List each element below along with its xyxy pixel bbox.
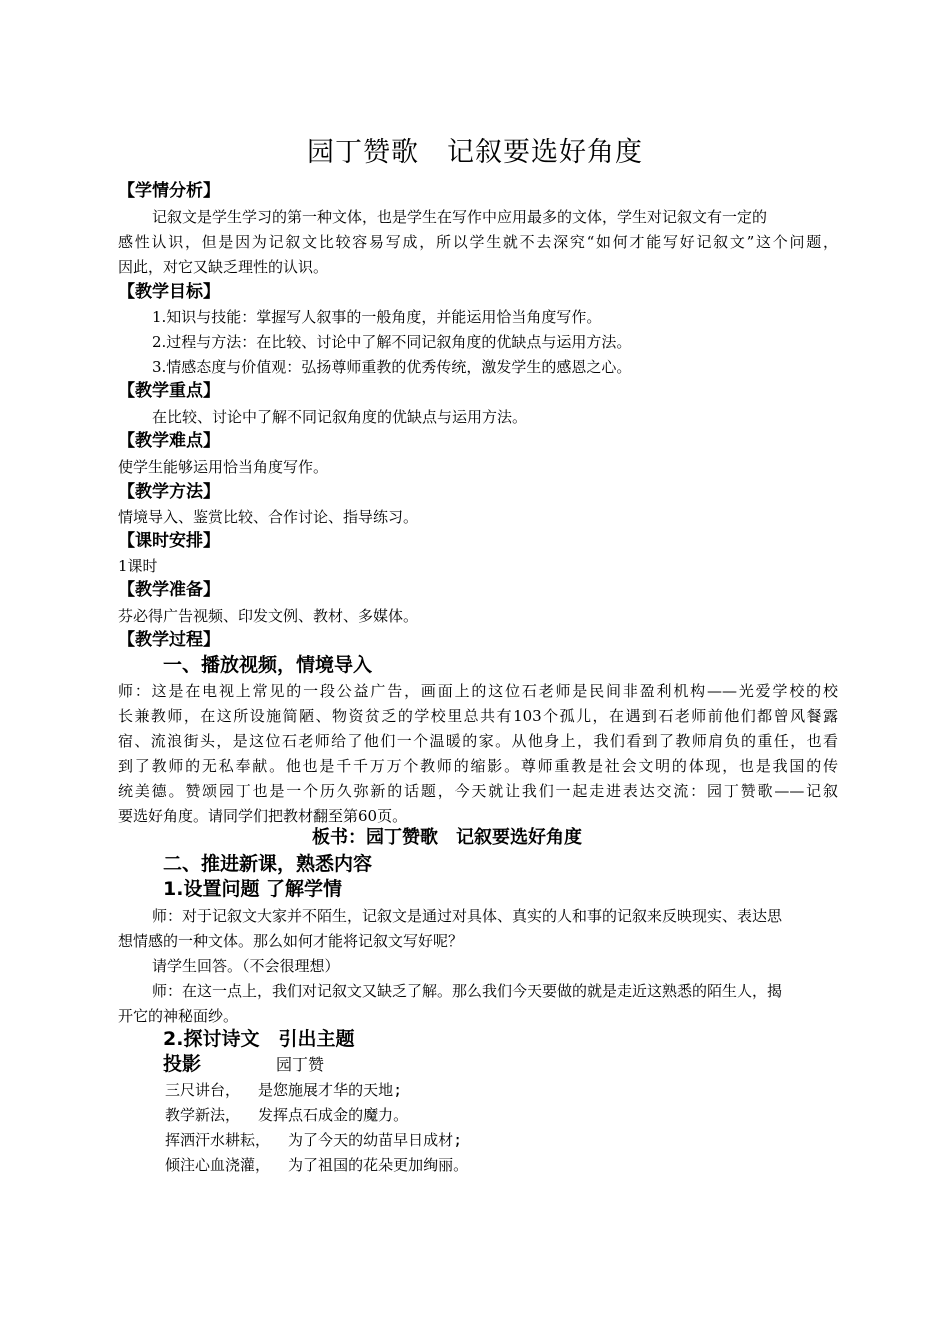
class-hours-text: 1课时 <box>118 557 158 575</box>
board-writing: 板书：园丁赞歌 记叙要选好角度 <box>312 827 582 848</box>
section-heading-xueqing: 【学情分析】 <box>118 181 220 201</box>
sub2-heading: 2.探讨诗文 引出主题 <box>163 1028 355 1050</box>
section-heading-fangfa: 【教学方法】 <box>118 482 220 502</box>
section-heading-zhongdian: 【教学重点】 <box>118 381 220 401</box>
projection-label: 投影 <box>163 1053 202 1075</box>
section-heading-guocheng: 【教学过程】 <box>118 630 220 650</box>
poem-line: 教学新法， 发挥点石成金的魔力。 <box>165 1106 409 1124</box>
paragraph-line: 请学生回答。（不会很理想） <box>152 957 340 975</box>
paragraph-line: 师：在这一点上，我们对记叙文又缺乏了解。那么我们今天要做的就是走近这熟悉的陌生人，揭 <box>152 982 783 1000</box>
objective-item: 2.过程与方法：在比较、讨论中了解不同记叙角度的优缺点与运用方法。 <box>152 333 632 351</box>
poem-title: 园丁赞 <box>276 1055 325 1074</box>
paragraph-line: 到了教师的无私奉献。他也是千千万万个教师的缩影。尊师重教是社会文明的体现，也是我国的传 <box>118 757 838 775</box>
paragraph-line: 记叙文是学生学习的第一种文体，也是学生在写作中应用最多的文体，学生对记叙文有一定的 <box>152 208 768 226</box>
section-heading-nandian: 【教学难点】 <box>118 431 220 451</box>
objective-item: 3.情感态度与价值观：弘扬尊师重教的优秀传统，激发学生的感恩之心。 <box>152 358 632 376</box>
paragraph-line: 感性认识，但是因为记叙文比较容易写成，所以学生就不去深究“如何才能写好记叙文”这个问题， <box>118 233 838 251</box>
paragraph-line: 宿、流浪街头，是这位石老师给了他们一个温暖的家。从他身上，我们看到了教师肩负的重任，也看 <box>118 732 838 750</box>
paragraph-line: 师：这是在电视上常见的一段公益广告，画面上的这位石老师是民间非盈利机构——光爱学校的校 <box>118 682 838 700</box>
poem-line: 挥洒汗水耕耘， 为了今天的幼苗早日成材; <box>165 1131 463 1149</box>
difficulty-text: 使学生能够运用恰当角度写作。 <box>118 458 329 476</box>
objective-item: 1.知识与技能：掌握写人叙事的一般角度，并能运用恰当角度写作。 <box>152 308 602 326</box>
sub1-heading: 1.设置问题 了解学情 <box>163 878 343 900</box>
step2-heading: 二、推进新课，熟悉内容 <box>163 853 373 875</box>
paragraph-line: 开它的神秘面纱。 <box>118 1007 239 1025</box>
poem-line: 倾注心血浇灌， 为了祖国的花朵更加绚丽。 <box>165 1156 469 1174</box>
document-title: 园丁赞歌 记叙要选好角度 <box>307 137 643 168</box>
paragraph-line: 师：对于记叙文大家并不陌生，记叙文是通过对具体、真实的人和事的记叙来反映现实、表达思 <box>152 907 783 925</box>
section-heading-mubiao: 【教学目标】 <box>118 282 220 302</box>
section-heading-zhunbei: 【教学准备】 <box>118 580 220 600</box>
section-heading-keshi: 【课时安排】 <box>118 531 220 551</box>
paragraph-line: 统美德。赞颂园丁也是一个历久弥新的话题，今天就让我们一起走进表达交流：园丁赞歌——记叙 <box>118 782 838 800</box>
paragraph-line: 长兼教师，在这所设施简陋、物资贫乏的学校里总共有103个孤儿，在遇到石老师前他们都曾风餐露 <box>118 707 838 725</box>
method-text: 情境导入、鉴赏比较、合作讨论、指导练习。 <box>118 508 419 526</box>
paragraph-line: 想情感的一种文体。那么如何才能将记叙文写好呢？ <box>118 932 464 950</box>
poem-line: 三尺讲台， 是您施展才华的天地; <box>165 1081 403 1099</box>
key-point-text: 在比较、讨论中了解不同记叙角度的优缺点与运用方法。 <box>152 408 528 426</box>
paragraph-line: 要选好角度。请同学们把教材翻至第60页。 <box>118 807 408 825</box>
step1-heading: 一、播放视频，情境导入 <box>163 654 373 676</box>
paragraph-line: 因此，对它又缺乏理性的认识。 <box>118 258 329 276</box>
preparation-text: 芬必得广告视频、印发文例、教材、多媒体。 <box>118 607 419 625</box>
